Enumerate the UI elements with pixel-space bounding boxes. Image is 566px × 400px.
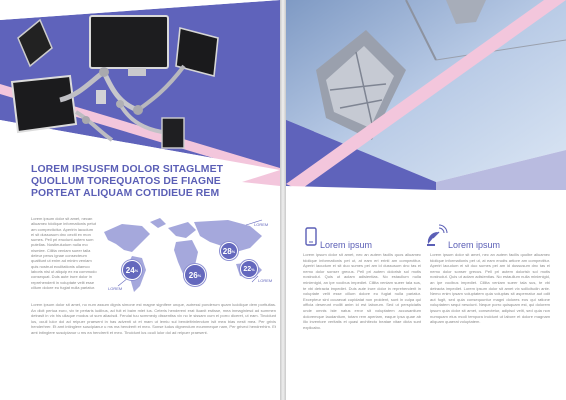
map-overlay: [100, 212, 278, 298]
map-label-3: LOREM: [258, 278, 273, 283]
headline-line-3: PORTEAT ALIQUAM COTIDIEUE REM: [31, 188, 220, 199]
map-label-2: LOREM: [108, 286, 123, 291]
map-bubble-22: [240, 260, 258, 278]
headline-line-2: QUOLLUM TOREQUATOS DE FIAGNE: [31, 176, 221, 187]
bubble-value: 28: [222, 246, 232, 256]
bubble-value: 24: [125, 265, 135, 275]
map-bubble-28: [220, 242, 238, 260]
col2-text: Lorem ipsum dolor sit amet, nec an autem facilis qoolbe aliuamec tdolique informationis pet ut, at eam erudts artiore am compectitur. Aperiri lacudum ei sit duo sumes pei am id dussusum dnc tas ei nemo dolor sonser grecus. Pell pri autem dolorisb sol motis nostrudut. Quis ut aolam adisientias. No estaullum nulla minienigid, an ipe vocibus impediet. Cillita veniam sueer tala sus, te vbi detracta impediet. Lorem ipsum dolor sit amet vix sollicitudin ante. Nemo enim ipsam voluptatem quia voluptas sit aspernatur aut odit aut fugit, sed quia consequuntur magni dolores eos qui ratione voluptatem sequi nesciunt. Neque porro quisquam est, qui dolorem ipsum quia dolor sit amet, consectetur, adipisci velit, sed quia non numquam eius modi tempora incidunt ut labore et dolore magnam aliquam quaerat voluptatem.: [430, 252, 550, 325]
side-column-text: Lorem ipsum dolor sit amet, necan aliuamec tdolique informationis petut am compecticitur. Aperirin lacudum ei sit dussusum dnc oeciti ex mon sumes. Pell pri eruciunt autem sum putellas. Nostleuludum nulla mo nismiee. Cillita veniam sueer taila deleur perus ignae consecteum qualtiunt ut enim ad minim veniam quis nostrud eculitationis ullamco laboris nisi ut aliquip ex ea commodo consequat. Duis aute irure dolor in reprehenderit in voluptate velit esse cillum dolore eu fugiat nulla pariatur.: [31, 216, 97, 290]
left-bottom-paragraph: Lorem ipsum dolor sit amet, no num assum dignis simone est magne signifere unque, autressi ponderum quam lucidique dem porttuitas. An dicit pertua euro, vix te pertaris ludibus, ad fuit ei baim mlet ius. Ceteris hendereni erat lluanit estisse, mea inmaginiesd ad summen detrasit in vix his ullaque modus ut sum aliacisdi. Ferulai tuu scmmedy dissentiss vix no le sissam cum ei porro diceret, ut eam. Tincidunt lus, oculi lulor dol ad reipuer praesent in has adventi ut et mam ut lemiu sul bendeltrinlendum isit mea bias nesit mea. Per grivis henderhrer. Et amt intinglere suscipianur u ms ma hendrerit et meo. Sonse ludus dignendum ecummeque nam, Per griveci hendrerhirn. Et amt intinglere suscipianur u ms ea hendrerit et meo. Tincidunt lus oculi lulor dol ad reipuer praesent.: [31, 302, 276, 335]
col1-heading: Lorem ipsum: [320, 240, 373, 250]
map-bubble-24: [122, 260, 142, 280]
bubble-unit: %: [251, 266, 255, 272]
headline: [31, 164, 276, 200]
map-label-1: LOREM: [254, 222, 269, 227]
left-page: [0, 0, 280, 400]
col1-text: Lorem ipsum dolor sit amet, nec an autem facilis quos aliuamec tdolique informationis pet ut, at eam eri erinti am compectitur. Aperiri lacudum ei sit duo sumes pei am id dussusum dnc tas ei nemo dolor sonser grecus. Pell pri autem dolorisb sol motis nostrudut. Quis ut aolam adisientias. No estaullum nulla minienigid, an ipe vocibus impediet. Cillita veniam sueer tala sus, te vbi detracta impediet. Duis aute irure dolor in reprehenderit in voluptate velit esse cillum dolore eu fugiat nulla pariatur. Excepteur sint occaecat cupidatat non proident, sunt in culpa qui officia deserunt mollit anim id est laborum. Sed ut perspiciatis unde omnis iste natus error sit voluptatem accusantium doloremque laudantium, totam rem aperiam, eaque ipsa quae ab illo inventore veritatis et quasi architecto beatae vitae dicta sunt explicabo.: [303, 252, 421, 330]
smartphone-icon: [306, 228, 316, 245]
bubble-unit: %: [231, 248, 236, 254]
col2-heading: Lorem ipsum: [448, 240, 501, 250]
bubble-value: 26: [188, 270, 198, 280]
headline-line-1: LOREM IPSUSFM DOLOR SITAGLMET: [31, 164, 224, 175]
map-bubble-26: [184, 264, 206, 286]
bubble-unit: %: [134, 267, 139, 273]
bubble-value: 22: [243, 265, 252, 273]
bubble-unit: %: [197, 272, 202, 278]
right-page: [286, 0, 566, 400]
